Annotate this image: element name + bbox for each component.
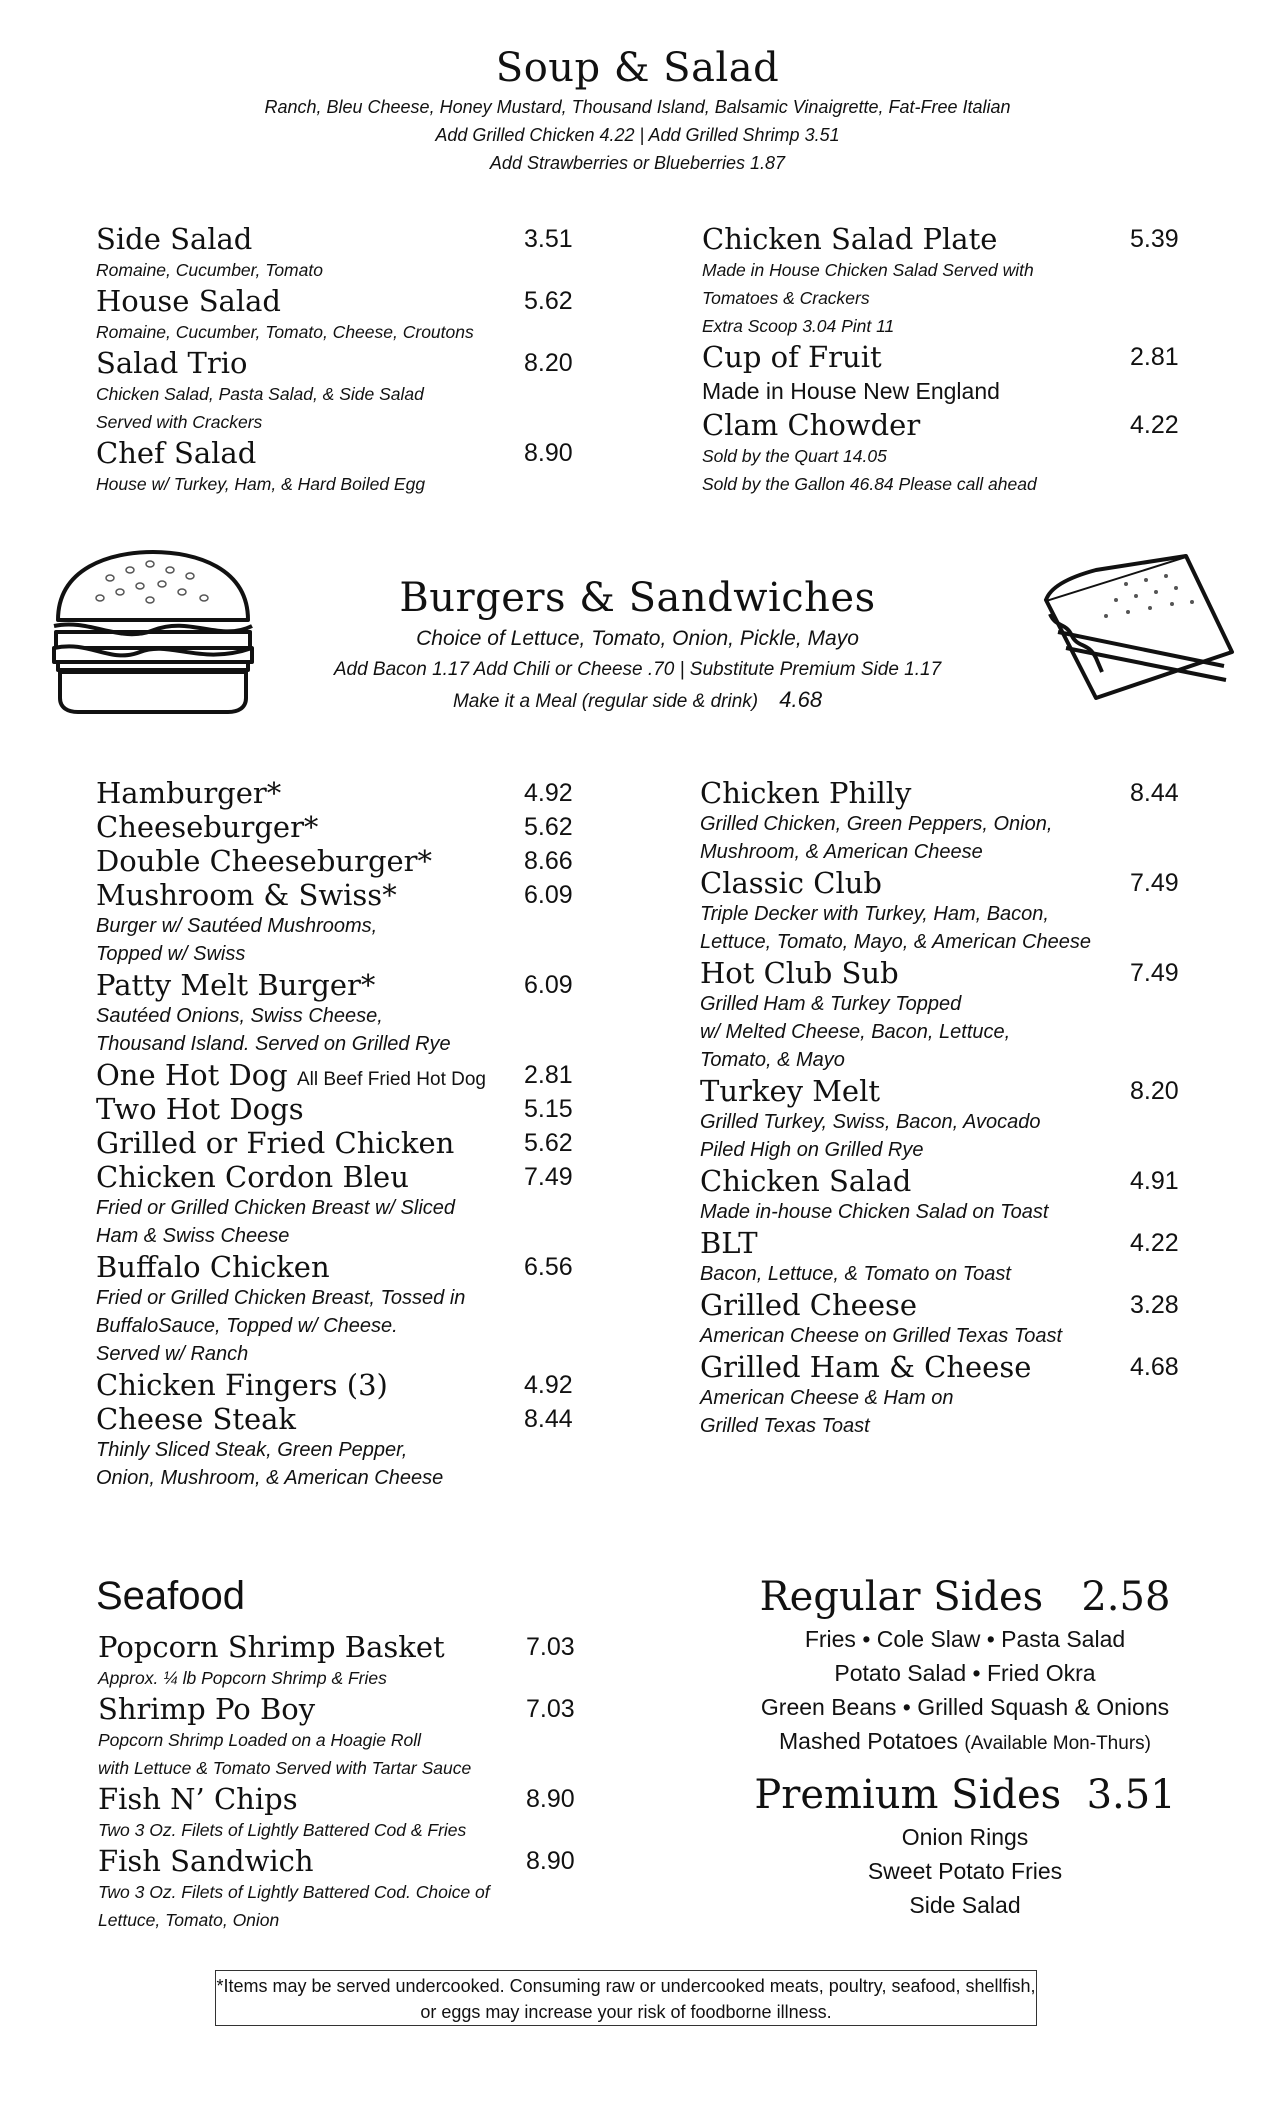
item-name: Fish Sandwich [98, 1844, 314, 1878]
item-price: 8.44 [1130, 779, 1179, 807]
regular-sides-heading [740, 1574, 1190, 1620]
menu-item [700, 776, 1200, 866]
item-name: Chef Salad [96, 436, 257, 470]
item-name: Hamburger* [96, 776, 282, 810]
item-desc: with Lettuce & Tomato Served with Tartar Sauce [98, 1758, 472, 1778]
regular-sides-item: Mashed Potatoes [779, 1728, 959, 1754]
item-desc: Tomato, & Mayo [700, 1049, 845, 1071]
menu-item [96, 968, 596, 1058]
item-price: 7.03 [526, 1633, 575, 1661]
item-desc: Bacon, Lettuce, & Tomato on Toast [700, 1263, 1011, 1285]
menu-item [700, 1226, 1200, 1288]
item-name: Two Hot Dogs [96, 1092, 304, 1126]
item-name: Popcorn Shrimp Basket [98, 1630, 445, 1664]
item-price: 4.92 [524, 779, 573, 807]
item-desc: Fried or Grilled Chicken Breast w/ Sliced [96, 1197, 456, 1219]
premium-sides-heading [740, 1772, 1190, 1818]
regular-sides-line: Fries • Cole Slaw • Pasta Salad [804, 1626, 1126, 1652]
item-name: Grilled Ham & Cheese [700, 1350, 1032, 1384]
menu-item [700, 956, 1200, 1074]
item-price: 8.20 [1130, 1077, 1179, 1105]
item-price: 8.90 [526, 1785, 575, 1813]
soup-salad-header [0, 45, 1275, 177]
menu-item [96, 1402, 596, 1492]
item-price: 8.66 [524, 847, 573, 875]
item-price: 4.22 [1130, 411, 1179, 439]
item-desc: Approx. ¼ lb Popcorn Shrimp & Fries [98, 1668, 387, 1688]
menu-item [98, 1692, 598, 1782]
item-price: 8.44 [524, 1405, 573, 1433]
menu-item [96, 1160, 596, 1250]
burgers-title: Burgers & Sandwiches [399, 575, 876, 621]
menu-item [700, 1350, 1200, 1440]
item-price: 6.09 [524, 971, 573, 999]
menu-item [700, 1288, 1200, 1350]
item-price: 5.62 [524, 287, 573, 315]
item-note: All Beef Fried Hot Dog [296, 1069, 486, 1090]
premium-sides-title: Premium Sides [754, 1772, 1062, 1818]
item-price: 7.49 [1130, 869, 1179, 897]
item-desc: House w/ Turkey, Ham, & Hard Boiled Egg [96, 474, 426, 494]
item-name: BLT [700, 1226, 758, 1260]
item-price: 5.62 [524, 1129, 573, 1157]
item-name: Cheeseburger* [96, 810, 319, 844]
menu-item [98, 1782, 598, 1844]
item-price: 4.92 [524, 1371, 573, 1399]
regular-sides-line: Green Beans • Grilled Squash & Onions [760, 1694, 1170, 1720]
item-price: 4.22 [1130, 1229, 1179, 1257]
menu-item [96, 284, 596, 346]
item-name: Classic Club [700, 866, 882, 900]
item-desc: Mushroom, & American Cheese [700, 841, 983, 863]
menu-item [96, 776, 596, 810]
item-name: House Salad [96, 284, 281, 318]
menu-item [96, 1092, 596, 1126]
regular-sides-note: (Available Mon-Thurs) [964, 1733, 1151, 1754]
item-desc: American Cheese & Ham on [700, 1387, 954, 1409]
item-name: Chicken Salad Plate [702, 222, 998, 256]
regular-sides [740, 1574, 1190, 1761]
item-desc: Extra Scoop 3.04 Pint 11 [702, 316, 895, 336]
menu-item [96, 878, 596, 968]
item-desc: Lettuce, Tomato, Onion [98, 1910, 280, 1930]
item-price: 4.91 [1130, 1167, 1179, 1195]
item-desc: w/ Melted Cheese, Bacon, Lettuce, [700, 1021, 1011, 1043]
regular-sides-line: Potato Salad • Fried Okra [834, 1660, 1096, 1686]
item-name: Double Cheeseburger* [96, 844, 433, 878]
item-name: Buffalo Chicken [96, 1250, 330, 1284]
item-desc: Onion, Mushroom, & American Cheese [96, 1467, 444, 1489]
item-price: 5.15 [524, 1095, 573, 1123]
item-desc: Served w/ Ranch [96, 1343, 249, 1365]
item-name: Salad Trio [96, 346, 248, 380]
item-desc: Grilled Chicken, Green Peppers, Onion, [700, 813, 1053, 835]
menu-item [96, 1250, 596, 1368]
item-desc: Grilled Texas Toast [700, 1415, 870, 1437]
item-price: 7.49 [1130, 959, 1179, 987]
item-name: Turkey Melt [700, 1074, 881, 1108]
menu-item [96, 1126, 596, 1160]
disclaimer-line: or eggs may increase your risk of foodborne illness. [420, 2002, 832, 2022]
menu-item [96, 222, 596, 284]
menu-item [96, 346, 596, 436]
item-desc: Piled High on Grilled Rye [700, 1139, 924, 1161]
menu-item [700, 1074, 1200, 1164]
item-name: Cheese Steak [96, 1402, 296, 1436]
item-name: Grilled Cheese [700, 1288, 918, 1322]
item-desc: Sautéed Onions, Swiss Cheese, [96, 1005, 383, 1027]
item-price: 2.81 [1130, 343, 1179, 371]
item-desc: Served with Crackers [96, 412, 263, 432]
menu-item [702, 222, 1202, 340]
item-desc: Fried or Grilled Chicken Breast, Tossed in [96, 1287, 466, 1309]
regular-sides-price: 2.58 [1081, 1574, 1171, 1620]
menu-item [702, 340, 1202, 408]
item-desc: Popcorn Shrimp Loaded on a Hoagie Roll [98, 1730, 421, 1750]
item-desc: Grilled Turkey, Swiss, Bacon, Avocado [700, 1111, 1041, 1133]
item-desc: Topped w/ Swiss [96, 943, 246, 965]
premium-sides-item: Onion Rings [901, 1824, 1029, 1850]
menu-item [702, 408, 1202, 498]
item-price: 3.51 [524, 225, 573, 253]
item-price: 5.62 [524, 813, 573, 841]
item-desc: Two 3 Oz. Filets of Lightly Battered Cod & Fries [98, 1820, 467, 1840]
premium-sides-item: Sweet Potato Fries [867, 1858, 1063, 1884]
premium-sides-price: 3.51 [1086, 1772, 1176, 1818]
item-desc: BuffaloSauce, Topped w/ Cheese. [96, 1315, 398, 1337]
menu-item [700, 866, 1200, 956]
item-price: 7.03 [526, 1695, 575, 1723]
meal-price: 4.68 [779, 687, 823, 712]
item-name: Hot Club Sub [700, 956, 899, 990]
item-desc: Made in-house Chicken Salad on Toast [700, 1201, 1049, 1223]
item-desc: Thinly Sliced Steak, Green Pepper, [96, 1439, 408, 1461]
item-price: 5.39 [1130, 225, 1179, 253]
salad-addons-line: Add Grilled Chicken 4.22 | Add Grilled Shrimp 3.51 [435, 125, 840, 145]
item-desc: Made in House Chicken Salad Served with [702, 260, 1034, 280]
disclaimer-box [215, 1970, 1037, 2026]
berries-line: Add Strawberries or Blueberries 1.87 [489, 153, 786, 173]
item-desc: Thousand Island. Served on Grilled Rye [96, 1033, 451, 1055]
item-name: Clam Chowder [702, 408, 921, 442]
item-price: 8.90 [526, 1847, 575, 1875]
menu-item [96, 844, 596, 878]
item-name: Chicken Fingers (3) [96, 1368, 388, 1402]
menu-item [98, 1844, 598, 1934]
item-name: Chicken Salad [700, 1164, 912, 1198]
item-name: Patty Melt Burger* [96, 968, 376, 1002]
item-name: Cup of Fruit [702, 340, 882, 374]
item-desc: Lettuce, Tomato, Mayo, & American Cheese [700, 931, 1091, 953]
item-price: 8.90 [524, 439, 573, 467]
dressings-line: Ranch, Bleu Cheese, Honey Mustard, Thousand Island, Balsamic Vinaigrette, Fat-Free Italian [264, 97, 1011, 117]
item-desc: Ham & Swiss Cheese [96, 1225, 290, 1247]
regular-sides-title: Regular Sides [759, 1574, 1044, 1620]
menu-item [96, 810, 596, 844]
item-desc: Grilled Ham & Turkey Topped [700, 993, 962, 1015]
item-desc: Romaine, Cucumber, Tomato [96, 260, 323, 280]
menu-item [96, 436, 596, 498]
burger-addons-line: Add Bacon 1.17 Add Chili or Cheese .70 | Substitute Premium Side 1.17 [333, 659, 942, 680]
menu-item [96, 1368, 596, 1402]
item-price: 6.09 [524, 881, 573, 909]
item-name: Side Salad [96, 222, 253, 256]
item-name: Chicken Philly [700, 776, 912, 810]
item-price: 4.68 [1130, 1353, 1179, 1381]
item-name: Mushroom & Swiss* [96, 878, 397, 912]
disclaimer-line: *Items may be served undercooked. Consuming raw or undercooked meats, poultry, seafood, shellfish, [216, 1976, 1036, 1996]
item-desc: Sold by the Quart 14.05 [702, 446, 887, 466]
item-desc: Romaine, Cucumber, Tomato, Cheese, Croutons [96, 322, 474, 342]
item-name-text: One Hot Dog [96, 1058, 288, 1092]
menu-item [700, 1164, 1200, 1226]
meal-line [0, 685, 1275, 717]
item-name: Chicken Cordon Bleu [96, 1160, 409, 1194]
seafood-title: Seafood [96, 1574, 246, 1618]
menu-item [98, 1630, 598, 1692]
regular-sides-line [740, 1724, 1190, 1761]
item-desc: Triple Decker with Turkey, Ham, Bacon, [700, 903, 1049, 925]
premium-sides [740, 1772, 1190, 1922]
item-price: 2.81 [524, 1061, 573, 1089]
item-name: Fish N’ Chips [98, 1782, 298, 1816]
item-desc: Tomatoes & Crackers [702, 288, 870, 308]
premium-sides-item: Side Salad [909, 1892, 1021, 1918]
soup-salad-title: Soup & Salad [495, 45, 780, 91]
item-price: 7.49 [524, 1163, 573, 1191]
burgers-header [0, 575, 1275, 717]
item-desc: Two 3 Oz. Filets of Lightly Battered Cod. Choice of [98, 1882, 490, 1902]
item-name: Shrimp Po Boy [98, 1692, 316, 1726]
item-desc: Chicken Salad, Pasta Salad, & Side Salad [96, 384, 424, 404]
item-desc: American Cheese on Grilled Texas Toast [700, 1325, 1063, 1347]
item-price: 8.20 [524, 349, 573, 377]
item-price: 3.28 [1130, 1291, 1179, 1319]
item-price: 6.56 [524, 1253, 573, 1281]
item-name: Grilled or Fried Chicken [96, 1126, 455, 1160]
item-desc: Burger w/ Sautéed Mushrooms, [96, 915, 378, 937]
item-desc: Sold by the Gallon 46.84 Please call ahead [702, 474, 1037, 494]
choice-line: Choice of Lettuce, Tomato, Onion, Pickle, Mayo [416, 627, 859, 650]
meal-label: Make it a Meal (regular side & drink) [452, 691, 759, 712]
item-desc: Made in House New England [702, 378, 1000, 404]
